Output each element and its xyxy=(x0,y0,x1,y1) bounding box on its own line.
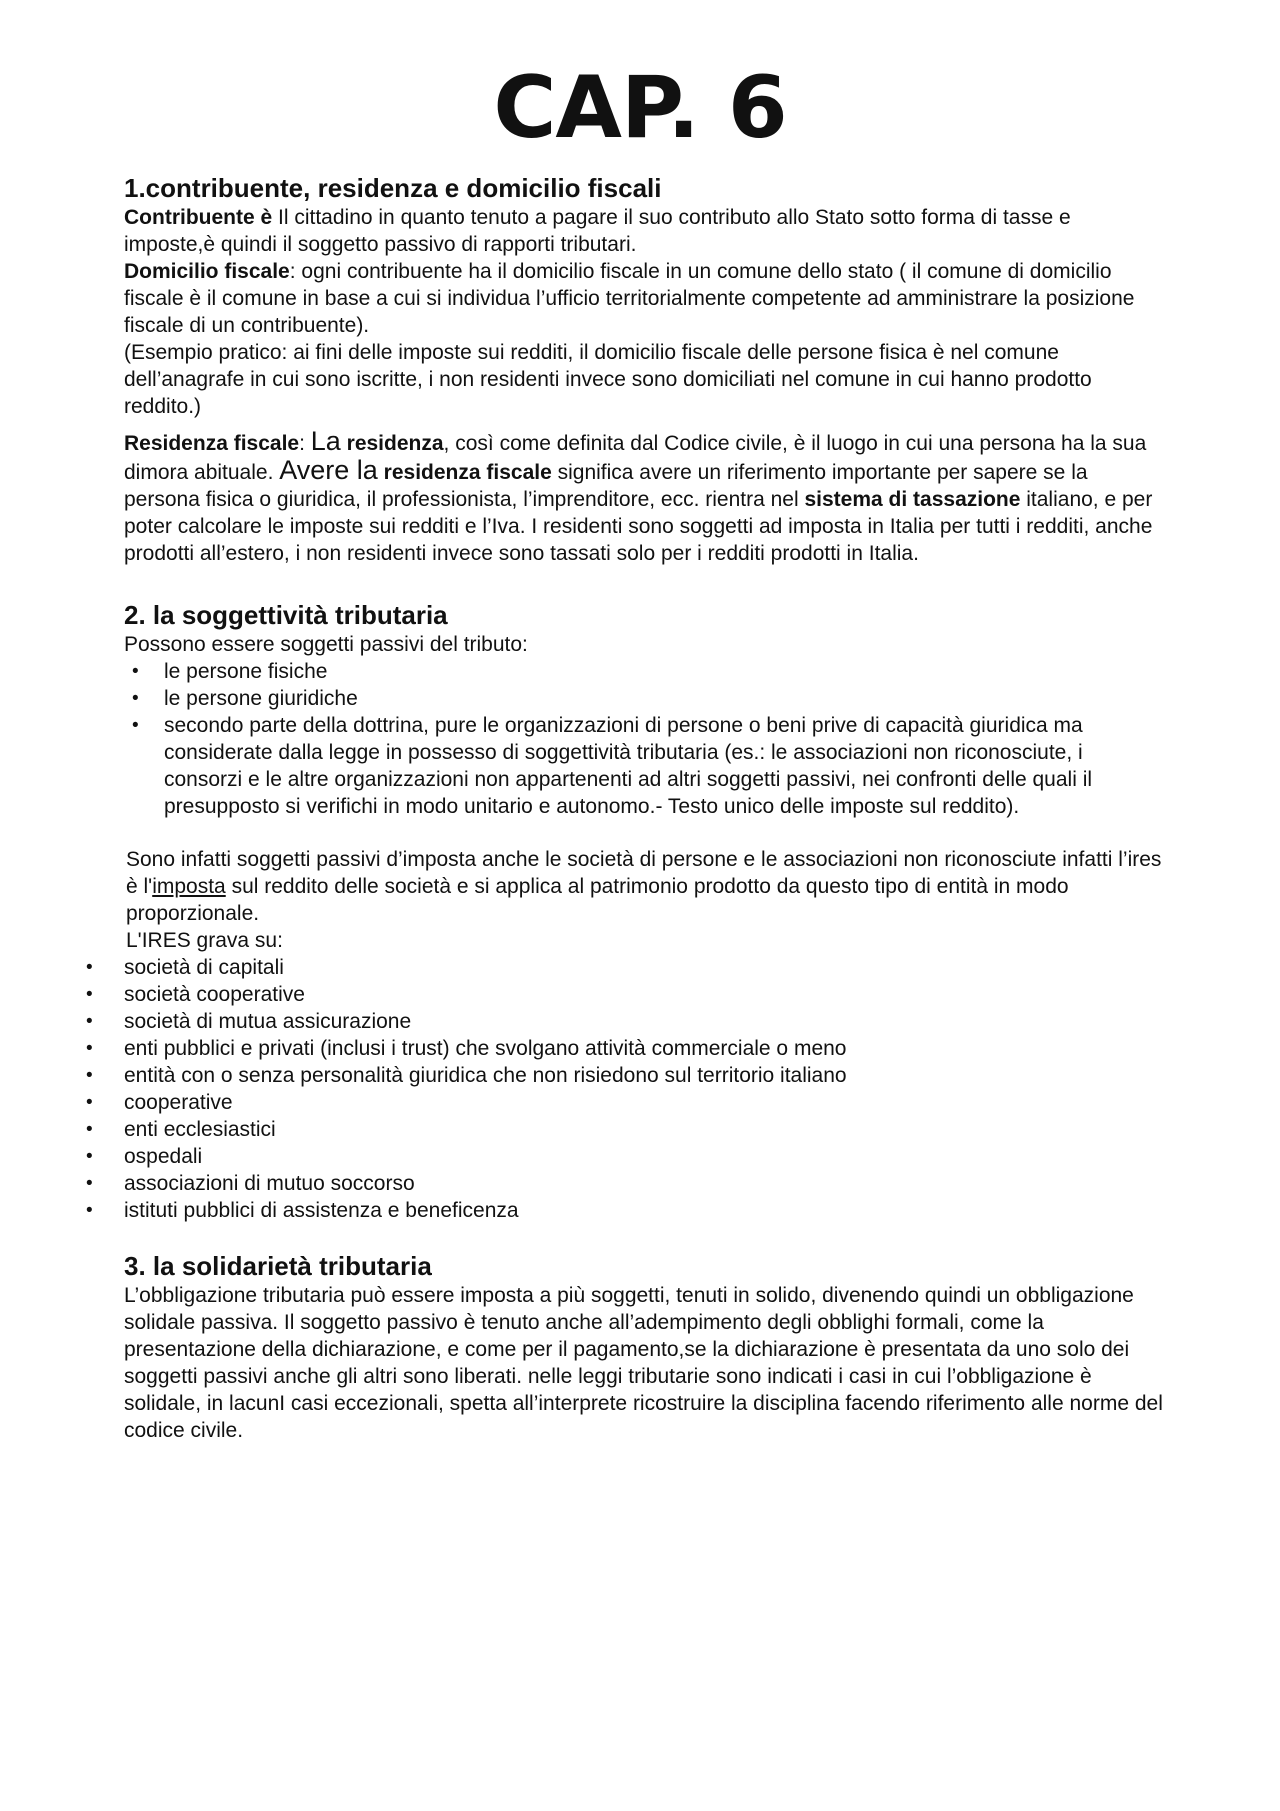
domicilio-paragraph xyxy=(124,258,1164,339)
soggetti-list xyxy=(124,658,1164,820)
list-item: • società cooperative xyxy=(124,981,1164,1008)
residenza-paragraph: Residenza fiscale: La residenza, così come definita dal Codice civile, è il luogo in cui una persona ha la sua dimora abituale. Avere la residenza fiscale significa avere un riferimento importante per sapere se la persona fisica o giuridica, il professionista, l’imprenditore, ecc. rientra nel sistema di tassazione italiano, e per poter calcolare le imposte sui redditi e l’Iva. I residenti sono soggetti ad imposta in Italia per tutti i redditi, anche prodotti all’estero, i non residenti invece sono tassati solo per i redditi prodotti in Italia. xyxy=(124,426,1153,565)
list-item: • associazioni di mutuo soccorso xyxy=(124,1170,1164,1197)
list-item: • cooperative xyxy=(124,1089,1164,1116)
domicilio-term: Domicilio fiscale xyxy=(124,260,290,283)
residenza-bold-3: sistema di tassazione xyxy=(804,488,1021,511)
ires-paragraph: Sono infatti soggetti passivi d’imposta anche le società di persone e le associazioni non riconosciute infatti l’ires è l'imposta sul reddito delle società e si applica al patrimonio prodotto da questo tipo di entità in modo proporzionale. xyxy=(126,848,1162,925)
residenza-big-text-2: Avere la xyxy=(279,455,378,485)
list-item: • società di capitali xyxy=(124,954,1164,981)
residenza-big-text-1: La xyxy=(310,426,341,456)
contribuente-definition: Il cittadino in quanto tenuto a pagare il suo contributo allo Stato sotto forma di tasse e imposte,è quindi il soggetto passivo di rapporti tributari. xyxy=(124,206,1071,256)
contribuente-term: Contribuente è xyxy=(124,206,273,229)
residenza-bold-2: residenza fiscale xyxy=(383,461,552,484)
ires-intro: L'IRES grava su: xyxy=(126,929,283,952)
solidarieta-paragraph: L’obbligazione tributaria può essere imposta a più soggetti, tenuti in solido, divenendo quindi un obbligazione solidale passiva. Il soggetto passivo è tenuto anche all’adempimento degli obblighi formali, come la presentazione della dichiarazione, e come per il pagamento,se la dichiarazione è presentata da uno solo dei soggetti passivi anche gli altri sono liberati. nelle leggi tributarie sono indicati i casi in cui l’obbligazione è solidale, in lacunI casi eccezionali, spetta all’interprete ricostruire la disciplina facendo riferimento alle norme del codice civile. xyxy=(124,1284,1163,1442)
imposta-link[interactable]: imposta xyxy=(152,875,226,898)
list-item: • ospedali xyxy=(124,1143,1164,1170)
list-item: • le persone fisiche xyxy=(164,658,1164,685)
residenza-bold-1: residenza xyxy=(346,432,444,455)
list-item: • società di mutua assicurazione xyxy=(124,1008,1164,1035)
domicilio-definition: : ogni contribuente ha il domicilio fiscale in un comune dello stato ( il comune di domicilio fiscale è il comune in base a cui si individua l’ufficio territorialmente competente ad amministrare la posizione fiscale di un contribuente). xyxy=(124,260,1135,337)
list-item: • entità con o senza personalità giuridica che non risiedono sul territorio italiano xyxy=(124,1062,1164,1089)
list-item: • secondo parte della dottrina, pure le organizzazioni di persone o beni prive di capacità giuridica ma considerate dalla legge in possesso di soggettività tributaria (es.: le associazioni non riconosciute, i consorzi e le altre organizzazioni non appartenenti ad altri soggetti passivi, nei confronti delle quali il presupposto si verifichi in modo unitario e autonomo.- Testo unico delle imposte sul reddito). xyxy=(164,712,1164,820)
residenza-term: Residenza fiscale xyxy=(124,432,300,455)
list-item: • istituti pubblici di assistenza e beneficenza xyxy=(124,1197,1164,1224)
section-2-intro: Possono essere soggetti passivi del tributo: xyxy=(124,633,528,656)
ires-list xyxy=(124,954,1164,1224)
page-title: CAP. 6 xyxy=(493,58,787,158)
list-item: • le persone giuridiche xyxy=(164,685,1164,712)
example-paragraph: (Esempio pratico: ai fini delle imposte sui redditi, il domicilio fiscale delle persone fisica è nel comune dell’anagrafe in cui sono iscritte, i non residenti invece sono domiciliati nel comune in cui hanno prodotto reddito.) xyxy=(124,341,1092,418)
document-body xyxy=(124,172,1164,1444)
section-2-heading: 2. la soggettività tributaria xyxy=(124,600,448,630)
list-item: • enti ecclesiastici xyxy=(124,1116,1164,1143)
contribuente-paragraph xyxy=(124,204,1164,258)
list-item: • enti pubblici e privati (inclusi i trust) che svolgano attività commerciale o meno xyxy=(124,1035,1164,1062)
section-3-heading: 3. la solidarietà tributaria xyxy=(124,1251,432,1281)
section-1-heading: 1.contribuente, residenza e domicilio fiscali xyxy=(124,173,662,203)
